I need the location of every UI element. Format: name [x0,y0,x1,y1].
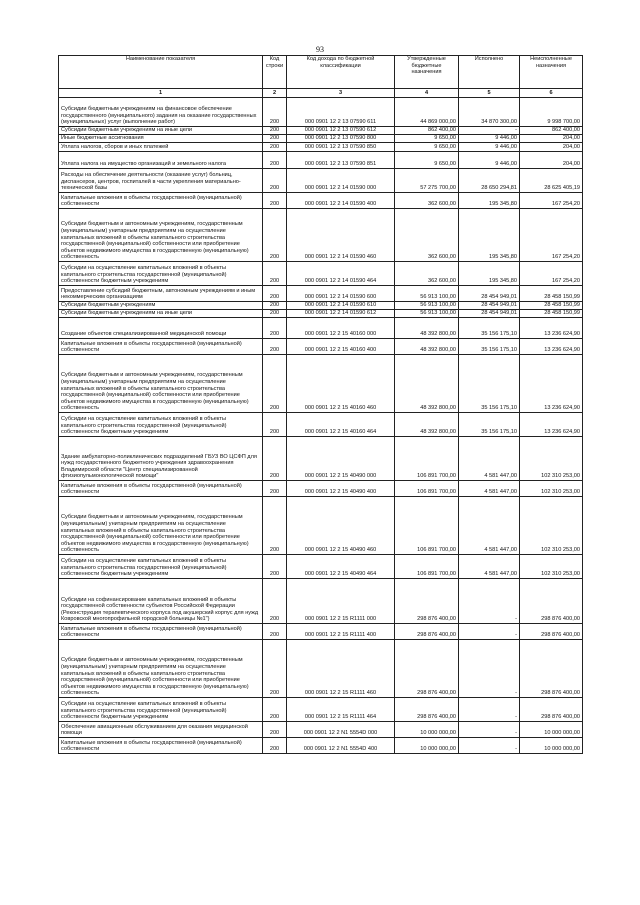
row-executed: - [459,127,520,135]
row-executed: 4 581 447,00 [459,497,520,555]
table-row [59,286,583,302]
row-name: Субсидии бюджетным учреждениям на иные цели [59,310,263,318]
row-executed: 9 446,00 [459,143,520,152]
row-approved: 56 913 100,00 [395,286,459,302]
row-line-code: 200 [263,413,287,437]
row-executed: 195 345,80 [459,262,520,286]
table-row [59,698,583,722]
row-approved: 10 000 000,00 [395,738,459,754]
table-row [59,339,583,355]
row-name: Капитальные вложения в объекты государственной (муниципальной) собственности [59,624,263,640]
row-approved: 106 891 700,00 [395,481,459,497]
row-name: Субсидии бюджетным и автономным учреждениям, государственным (муниципальным) унитарным предприятиям на осуществление капитальных вложений в объекты капитального строительства государственной (муниципальной) собственности или приобретение объектов недвижимого имущества в государственную (муниципальную) собственность [59,209,263,262]
row-executed: 4 581 447,00 [459,481,520,497]
row-income-code: 000 0901 12 2 14 01590 610 [287,302,395,310]
row-name: Субсидии на осуществление капитальных вложений в объекты капитального строительства государственной (муниципальной) собственности бюджетным учреждениям [59,413,263,437]
row-unexecuted: 167 254,20 [520,193,583,209]
row-executed: 35 156 175,10 [459,339,520,355]
row-line-code: 200 [263,262,287,286]
row-unexecuted: 298 876 400,00 [520,579,583,624]
page-number: 93 [316,45,324,54]
row-income-code: 000 0901 12 2 13 07590 611 [287,98,395,127]
table-row [59,262,583,286]
table-row [59,722,583,738]
row-income-code: 000 0901 12 2 15 40160 464 [287,413,395,437]
row-income-code: 000 0901 12 2 15 40160 400 [287,339,395,355]
row-income-code: 000 0901 12 2 14 01590 460 [287,209,395,262]
row-unexecuted: 102 310 253,00 [520,555,583,579]
row-income-code: 000 0901 12 2 15 40490 400 [287,481,395,497]
table-row [59,555,583,579]
row-unexecuted: 13 236 624,90 [520,318,583,339]
row-executed: - [459,722,520,738]
row-income-code: 000 0901 12 2 13 07590 850 [287,143,395,152]
row-income-code: 000 0901 12 2 N1 5554D 000 [287,722,395,738]
row-unexecuted: 28 458 150,99 [520,310,583,318]
row-name: Субсидии на осуществление капитальных вложений в объекты капитального строительства государственной (муниципальной) собственности бюджетным учреждениям [59,555,263,579]
row-approved: 9 650,00 [395,152,459,169]
table-row [59,135,583,143]
row-unexecuted: 10 000 000,00 [520,722,583,738]
column-number: 5 [459,89,520,98]
row-executed: 9 446,00 [459,135,520,143]
row-line-code: 200 [263,143,287,152]
row-income-code: 000 0901 12 2 15 R1111 400 [287,624,395,640]
row-approved: 48 392 800,00 [395,318,459,339]
table-row [59,193,583,209]
row-unexecuted: 28 458 150,99 [520,286,583,302]
row-approved: 362 600,00 [395,262,459,286]
row-unexecuted: 102 310 253,00 [520,497,583,555]
row-approved: 48 392 800,00 [395,355,459,413]
column-number: 3 [287,89,395,98]
table-row [59,152,583,169]
row-unexecuted: 13 236 624,90 [520,355,583,413]
row-income-code: 000 0901 12 2 15 40160 460 [287,355,395,413]
row-line-code: 200 [263,640,287,698]
row-line-code: 200 [263,698,287,722]
row-executed: 4 581 447,00 [459,437,520,481]
table-row [59,302,583,310]
row-name: Субсидии на софинансирование капитальных вложений в объекты государственной собственности субъектов Российской Федерации (Реконструкция терапевтического корпуса под акушерский корпус для нужд Ковровской многопрофильной городской больницы №1") [59,579,263,624]
row-income-code: 000 0901 12 2 14 01590 464 [287,262,395,286]
row-name: Субсидии бюджетным и автономным учреждениям, государственным (муниципальным) унитарным предприятиям на осуществление капитальных вложений в объекты капитального строительства государственной (муниципальной) собственности или приобретение объектов недвижимого имущества в государственную (муниципальную) собственность [59,640,263,698]
table-header-row [59,56,583,89]
table-row [59,738,583,754]
row-name: Капитальные вложения в объекты государственной (муниципальной) собственности [59,339,263,355]
row-executed: 4 581 447,00 [459,555,520,579]
header-executed: Исполнено [459,56,520,89]
row-name: Обеспечение авиационным обслуживанием для оказания медицинской помощи [59,722,263,738]
row-approved: 106 891 700,00 [395,497,459,555]
row-name: Уплата налогов, сборов и иных платежей [59,143,263,152]
row-executed: - [459,738,520,754]
table-row [59,355,583,413]
row-unexecuted: 10 000 000,00 [520,738,583,754]
row-unexecuted: 298 876 400,00 [520,640,583,698]
row-name: Капитальные вложения в объекты государственной (муниципальной) собственности [59,193,263,209]
row-unexecuted: 298 876 400,00 [520,624,583,640]
row-approved: 862 400,00 [395,127,459,135]
row-unexecuted: 862 400,00 [520,127,583,135]
row-name: Капитальные вложения в объекты государственной (муниципальной) собственности [59,738,263,754]
row-executed: 9 446,00 [459,152,520,169]
column-number: 1 [59,89,263,98]
row-executed: - [459,579,520,624]
row-line-code: 200 [263,481,287,497]
row-line-code: 200 [263,302,287,310]
row-approved: 298 876 400,00 [395,579,459,624]
row-income-code: 000 0901 12 2 14 01590 612 [287,310,395,318]
row-executed: 28 454 949,01 [459,302,520,310]
row-line-code: 200 [263,579,287,624]
row-name: Субсидии бюджетным и автономным учреждениям, государственным (муниципальным) унитарным предприятиям на осуществление капитальных вложений в объекты капитального строительства государственной (муниципальной) собственности или приобретение объектов недвижимого имущества в государственную (муниципальную) собственность [59,497,263,555]
row-unexecuted: 102 310 253,00 [520,481,583,497]
row-approved: 9 650,00 [395,143,459,152]
row-income-code: 000 0901 12 2 15 R1111 464 [287,698,395,722]
column-number: 6 [520,89,583,98]
row-name: Предоставление субсидий бюджетным, автономным учреждениям и иным некоммерческим организациям [59,286,263,302]
row-approved: 48 392 800,00 [395,413,459,437]
row-unexecuted: 204,00 [520,143,583,152]
row-income-code: 000 0901 12 2 13 07590 800 [287,135,395,143]
header-approved: Утвержденные бюджетные назначения [395,56,459,89]
column-number: 4 [395,89,459,98]
row-income-code: 000 0901 12 2 15 40490 464 [287,555,395,579]
row-unexecuted: 28 458 150,99 [520,302,583,310]
row-line-code: 200 [263,310,287,318]
row-name: Создание объектов специализированной медицинской помощи [59,318,263,339]
row-line-code: 200 [263,738,287,754]
row-name: Капитальные вложения в объекты государственной (муниципальной) собственности [59,481,263,497]
row-name: Субсидии на осуществление капитальных вложений в объекты капитального строительства государственной (муниципальной) собственности бюджетным учреждениям [59,262,263,286]
row-executed: 28 454 949,01 [459,286,520,302]
row-executed: 35 156 175,10 [459,355,520,413]
row-name: Субсидии бюджетным учреждениям на иные цели [59,127,263,135]
row-income-code: 000 0901 12 2 14 01590 600 [287,286,395,302]
row-line-code: 200 [263,339,287,355]
row-line-code: 200 [263,169,287,193]
row-unexecuted: 13 236 624,90 [520,413,583,437]
row-line-code: 200 [263,193,287,209]
table-row [59,318,583,339]
row-unexecuted: 204,00 [520,152,583,169]
row-executed: 28 454 949,01 [459,310,520,318]
header-line-code: Код строки [263,56,287,89]
row-line-code: 200 [263,286,287,302]
row-executed: 195 345,80 [459,193,520,209]
row-income-code: 000 0901 12 2 15 40490 460 [287,497,395,555]
row-executed: 35 156 175,10 [459,318,520,339]
table-row [59,481,583,497]
table-row [59,143,583,152]
table-row [59,624,583,640]
row-name: Субсидии бюджетным учреждениям на финансовое обеспечение государственного (муниципального) задания на оказание государственных (муниципальных) услуг (выполнение работ) [59,98,263,127]
header-income-code: Код дохода по бюджетной классификации [287,56,395,89]
table-row [59,98,583,127]
row-approved: 106 891 700,00 [395,555,459,579]
row-line-code: 200 [263,152,287,169]
row-line-code: 200 [263,209,287,262]
row-unexecuted: 102 310 253,00 [520,437,583,481]
row-line-code: 200 [263,437,287,481]
table-row [59,413,583,437]
row-approved: 10 000 000,00 [395,722,459,738]
row-income-code: 000 0901 12 2 14 01590 000 [287,169,395,193]
row-line-code: 200 [263,624,287,640]
table-row [59,497,583,555]
table-row [59,437,583,481]
row-income-code: 000 0901 12 2 13 07590 851 [287,152,395,169]
row-approved: 48 392 800,00 [395,339,459,355]
row-income-code: 000 0901 12 2 15 R1111 460 [287,640,395,698]
row-line-code: 200 [263,722,287,738]
row-name: Субсидии на осуществление капитальных вложений в объекты капитального строительства государственной (муниципальной) собственности бюджетным учреждениям [59,698,263,722]
row-name: Здание амбулаторно-поликлинических подразделений ГБУЗ ВО ЦСФП для нужд государственного бюджетного учреждения здравоохранения Владимирской области "Центр специализированной фтизиопульмонологической помощи" [59,437,263,481]
budget-execution-table [58,55,583,754]
column-number-row [59,89,583,98]
row-unexecuted: 204,00 [520,135,583,143]
row-unexecuted: 167 254,20 [520,262,583,286]
row-executed: 28 650 294,81 [459,169,520,193]
row-income-code: 000 0901 12 2 14 01590 400 [287,193,395,209]
table-row [59,310,583,318]
row-approved: 9 650,00 [395,135,459,143]
row-unexecuted: 298 876 400,00 [520,698,583,722]
table-row [59,579,583,624]
row-unexecuted: 13 236 624,90 [520,339,583,355]
column-number: 2 [263,89,287,98]
row-executed: 34 870 300,00 [459,98,520,127]
header-unexecuted: Неисполненные назначения [520,56,583,89]
row-line-code: 200 [263,318,287,339]
row-line-code: 200 [263,135,287,143]
table-row [59,209,583,262]
row-approved: 56 913 100,00 [395,302,459,310]
table-row [59,640,583,698]
row-line-code: 200 [263,355,287,413]
row-unexecuted: 167 254,20 [520,209,583,262]
row-line-code: 200 [263,497,287,555]
row-executed: - [459,640,520,698]
row-executed: - [459,698,520,722]
row-executed: 35 156 175,10 [459,413,520,437]
row-income-code: 000 0901 12 2 15 40490 000 [287,437,395,481]
row-approved: 57 275 700,00 [395,169,459,193]
row-executed: - [459,624,520,640]
row-name: Уплата налога на имущество организаций и земельного налога [59,152,263,169]
row-approved: 298 876 400,00 [395,698,459,722]
row-income-code: 000 0901 12 2 15 40160 000 [287,318,395,339]
row-approved: 362 600,00 [395,209,459,262]
row-name: Субсидии бюджетным и автономным учреждениям, государственным (муниципальным) унитарным предприятиям на осуществление капитальных вложений в объекты капитального строительства государственной (муниципальной) собственности или приобретение объектов недвижимого имущества в государственную (муниципальную) собственность [59,355,263,413]
row-approved: 298 876 400,00 [395,640,459,698]
row-name: Субсидии бюджетным учреждениям [59,302,263,310]
row-unexecuted: 9 998 700,00 [520,98,583,127]
row-income-code: 000 0901 12 2 13 07590 612 [287,127,395,135]
row-line-code: 200 [263,127,287,135]
row-line-code: 200 [263,555,287,579]
row-executed: 195 345,80 [459,209,520,262]
row-approved: 106 891 700,00 [395,437,459,481]
header-indicator-name: Наименование показателя [59,56,263,89]
row-approved: 56 913 100,00 [395,310,459,318]
table-row [59,169,583,193]
row-income-code: 000 0901 12 2 15 R1111 000 [287,579,395,624]
row-name: Расходы на обеспечение деятельности (оказание услуг) больниц, диспансеров, центров, госпиталей в части укрепления материально-технической базы [59,169,263,193]
row-income-code: 000 0901 12 2 N1 5554D 400 [287,738,395,754]
row-name: Иные бюджетные ассигнования [59,135,263,143]
table-body [59,98,583,754]
row-approved: 298 876 400,00 [395,624,459,640]
row-approved: 362 600,00 [395,193,459,209]
row-line-code: 200 [263,98,287,127]
table-row [59,127,583,135]
row-approved: 44 869 000,00 [395,98,459,127]
row-unexecuted: 28 625 405,19 [520,169,583,193]
